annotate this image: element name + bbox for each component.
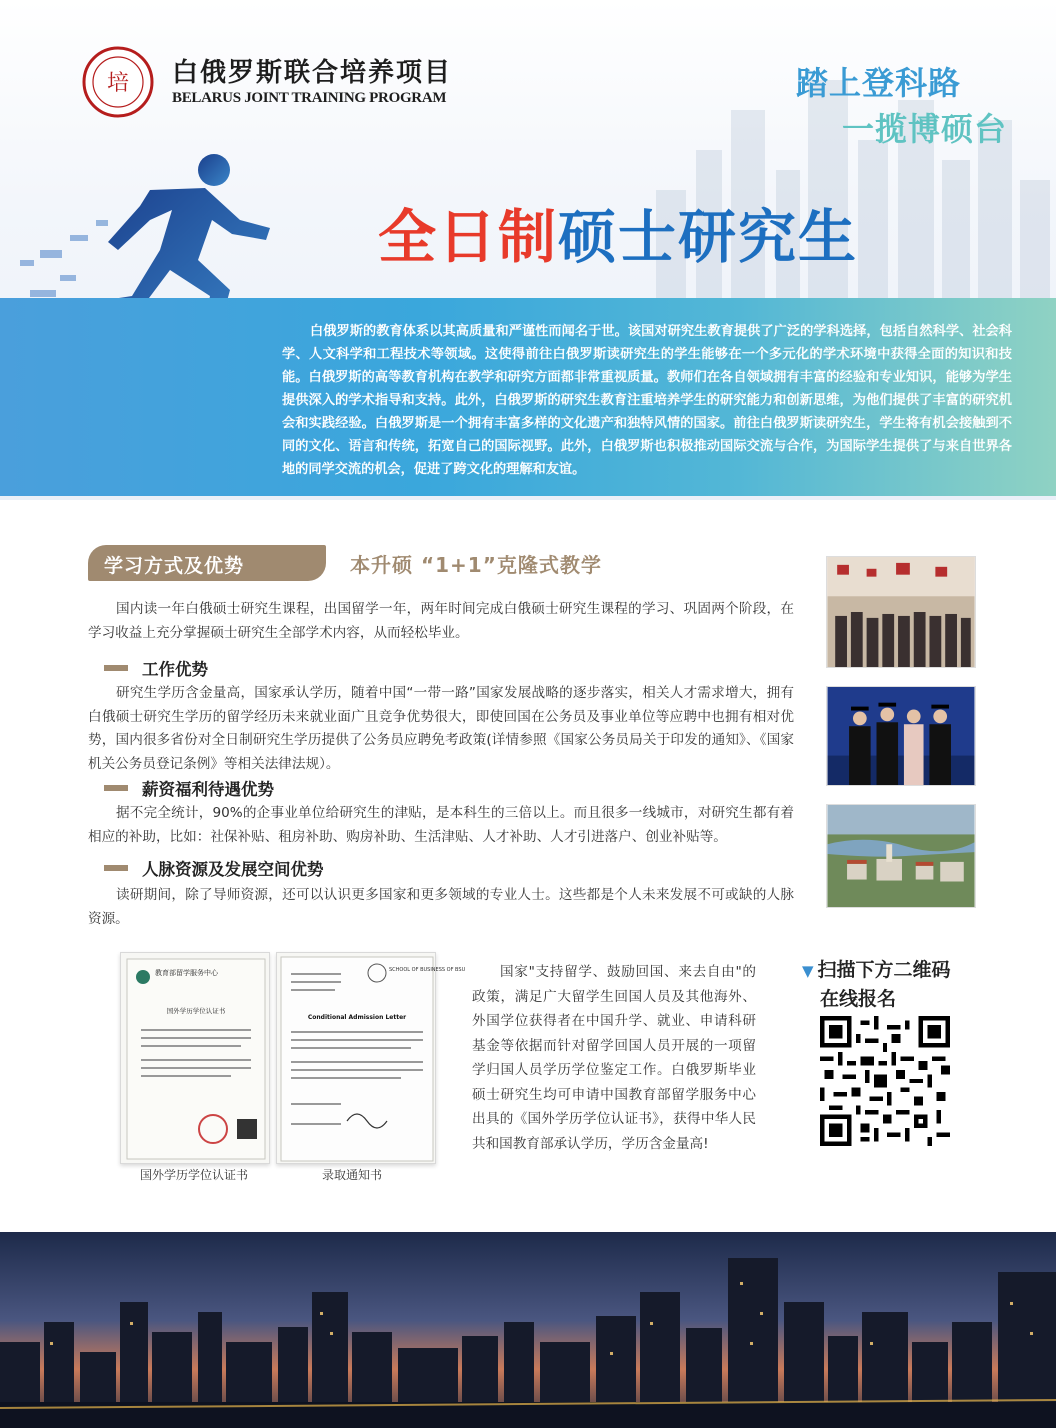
policy-paragraph: 国家"支持留学、鼓励回国、来去自由"的政策，满足广大留学生回国人员及其他海外、外国学位获得者在中国升学、就业、申请科研基金等依据而针对留学回国人员开展的一项留学归国人员学历学位鉴定工作。白俄罗斯毕业硕士研究生均可申请中国教育部留学服务中心出具的《国外学历学位认证书》，获得中华人民共和国教育部承认学历，学历含金量高!: [472, 964, 756, 1152]
slogan-line-1: 踏上登科路: [796, 64, 962, 102]
work-heading: [104, 656, 208, 680]
footer-night-cityscape: [0, 1232, 1056, 1428]
salary-paragraph: 据不完全统计，90%的企事业单位给研究生的津贴，是本科生的三倍以上。而且很多一线城市，对研究生都有着相应的补助，比如：社保补贴、租房补助、购房补助、生活津贴、人才补助、人才引进落户、创业补贴等。: [88, 805, 794, 845]
work-paragraph: 研究生学历含金量高，国家承认学历，随着中国“一带一路”国家发展战略的逐步落实，相关人才需求增大，拥有白俄硕士研究生学历的留学经历未来就业面广且竞争优势很大，即使回国在公务员及事业单位等应聘中也拥有相对优势，国内很多省份对全日制研究生学历提供了公务员应聘免考政策(详情参照《国家公务员局关于印发的通知》、《国家机关公务员登记条例》等相关法律法规）。: [88, 685, 794, 772]
cert2-school-text: SCHOOL OF BUSINESS OF BSU: [389, 967, 466, 973]
network-heading-text: 人脉资源及发展空间优势: [142, 860, 324, 879]
heading-bar-icon: [104, 785, 128, 791]
cert1-title-text: 国外学历学位认证书: [166, 1007, 226, 1015]
degree-certificate-image: [120, 952, 270, 1164]
salary-heading-text: 薪资福利待遇优势: [142, 780, 274, 799]
brand-title-en: BELARUS JOINT TRAINING PROGRAM: [172, 90, 447, 106]
qr-heading-line1: 扫描下方二维码: [817, 959, 951, 981]
cert1-org-text: 教育部留学服务中心: [155, 969, 218, 977]
main-title-blue: 硕士研究生: [558, 203, 859, 271]
heading-bar-icon: [104, 865, 128, 871]
qr-heading-line2: 在线报名: [820, 988, 897, 1010]
network-heading: [104, 856, 324, 880]
group-photo: [826, 556, 976, 668]
lead-paragraph: 国内读一年白俄硕士研究生课程，出国留学一年，两年时间完成白俄硕士研究生课程的学习、巩固两个阶段，在学习收益上充分掌握硕士研究生全部学术内容，从而轻松毕业。: [88, 601, 794, 641]
qr-code[interactable]: [820, 1016, 950, 1146]
intro-paragraph: 白俄罗斯的教育体系以其高质量和严谨性而闻名于世。该国对研究生教育提供了广泛的学科选择，包括自然科学、社会科学、人文科学和工程技术等领域。这使得前往白俄罗斯读研究生的学生能够在一个多元化的学术环境中获得全面的知识和技能。白俄罗斯的高等教育机构在教学和研究方面都非常重视质量。教师们在各自领域拥有丰富的经验和专业知识，能够为学生提供深入的学术指导和支持。此外，白俄罗斯的研究生教育注重培养学生的研究能力和创新思维，为他们提供了丰富的研究机会和实践经验。白俄罗斯是一个拥有丰富多样的文化遗产和独特风情的国家。前往白俄罗斯读研究生，学生将有机会接触到不同的文化、语言和传统，拓宽自己的国际视野。此外，白俄罗斯也积极推动国际交流与合作，为国际学生提供了与来自世界各地的同学交流的机会，促进了跨文化的理解和友谊。: [282, 324, 1012, 477]
main-title-red: 全日制: [378, 203, 559, 271]
main-title: [378, 190, 858, 274]
section-subtitle: 本升硕 “1+1”克隆式教学: [350, 553, 602, 577]
heading-bar-icon: [104, 665, 128, 671]
hero-banner: [0, 0, 1056, 500]
triangle-down-icon: ▼: [802, 962, 814, 980]
city-photo: [826, 804, 976, 908]
admission-letter-image: [276, 952, 466, 1164]
network-paragraph: 读研期间，除了导师资源，还可以认识更多国家和更多领域的专业人士。这些都是个人未来发展不可或缺的人脉资源。: [88, 887, 794, 927]
cert2-title-text: Conditional Admission Letter: [307, 1014, 407, 1021]
brand-title-cn: 白俄罗斯联合培养项目: [172, 58, 453, 88]
svg-text:培: 培: [106, 71, 130, 96]
cert2-caption: 录取通知书: [322, 1168, 383, 1182]
cert1-caption: 国外学历学位认证书: [140, 1168, 249, 1182]
salary-heading: [104, 776, 274, 800]
section-pill-heading: 学习方式及优势: [88, 545, 326, 581]
work-heading-text: 工作优势: [142, 660, 208, 679]
graduation-photo: [826, 686, 976, 786]
qr-heading: [802, 956, 951, 1013]
slogan-line-2: 一揽博硕台: [842, 110, 1008, 148]
university-logo: [82, 46, 154, 118]
